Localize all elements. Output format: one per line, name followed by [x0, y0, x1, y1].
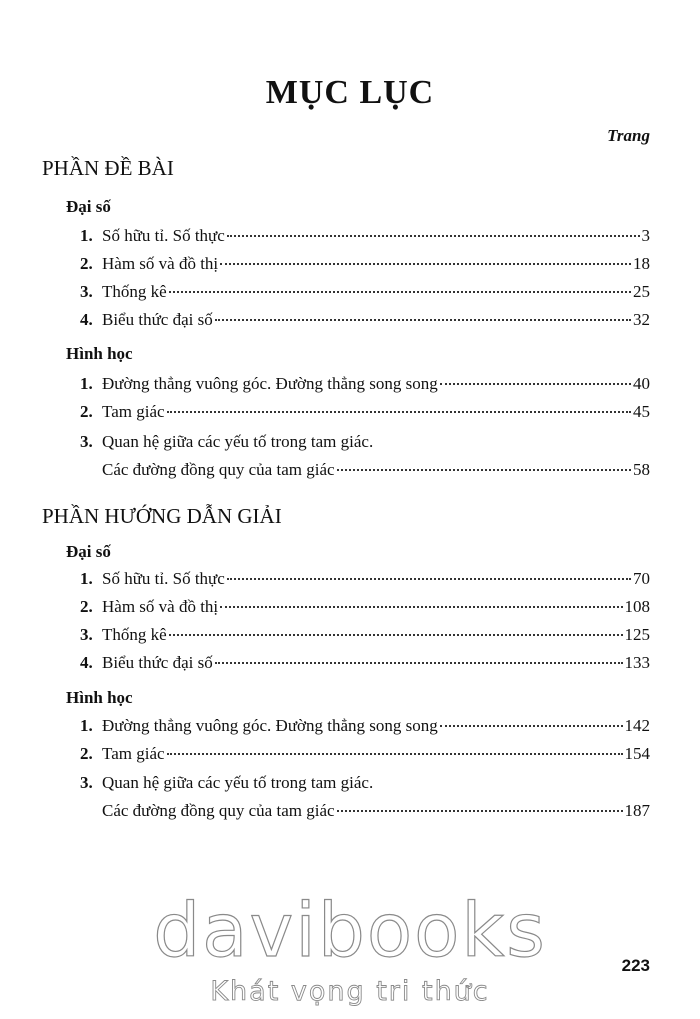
toc-entry-continuation[interactable] [102, 460, 650, 482]
toc-entry[interactable] [80, 653, 650, 675]
entry-title: Quan hệ giữa các yếu tố trong tam giác. [102, 773, 374, 792]
dot-leader [220, 263, 631, 265]
entry-number: 2. [80, 744, 93, 763]
toc-entry[interactable] [80, 226, 650, 248]
entry-page: 108 [624, 597, 650, 616]
toc-entry[interactable] [80, 282, 650, 304]
toc-entry[interactable] [80, 716, 650, 738]
page-number: 223 [621, 956, 650, 975]
group-title: Hình học [66, 344, 133, 363]
dot-leader [215, 319, 631, 321]
entry-title: Hàm số và đồ thị [102, 254, 219, 273]
group-title: Hình học [66, 688, 133, 707]
dot-leader [169, 634, 623, 636]
entry-title: Đường thẳng vuông góc. Đường thẳng song song [102, 716, 438, 735]
entry-page: 125 [624, 625, 650, 644]
entry-title: Số hữu tỉ. Số thực [102, 226, 225, 245]
entry-page: 40 [633, 374, 650, 393]
entry-page: 187 [624, 801, 650, 820]
toc-entry[interactable] [80, 402, 650, 424]
entry-title: Biểu thức đại số [102, 653, 213, 672]
page-column-label: Trang [607, 126, 650, 145]
page-title: MỤC LỤC [265, 74, 435, 111]
dot-leader [337, 810, 623, 812]
entry-number: 4. [80, 653, 93, 672]
entry-page: 25 [633, 282, 650, 301]
entry-title: Các đường đồng quy của tam giác [102, 801, 335, 820]
dot-leader [220, 606, 622, 608]
entry-title: Số hữu tỉ. Số thực [102, 569, 225, 588]
entry-number: 1. [80, 569, 93, 588]
toc-entry[interactable] [80, 310, 650, 332]
entry-page: 58 [633, 460, 650, 479]
part-title: PHẦN HƯỚNG DẪN GIẢI [42, 504, 282, 528]
part-title: PHẦN ĐỀ BÀI [42, 156, 174, 180]
entry-number: 1. [80, 226, 93, 245]
entry-page: 154 [624, 744, 650, 763]
dot-leader [169, 291, 631, 293]
toc-entry[interactable] [80, 374, 650, 396]
entry-number: 3. [80, 432, 93, 451]
entry-number: 3. [80, 282, 93, 301]
toc-entry[interactable] [80, 744, 650, 766]
toc-entry[interactable] [80, 254, 650, 276]
group-title: Đại số [66, 542, 111, 561]
entry-number: 3. [80, 773, 93, 792]
dot-leader [167, 753, 623, 755]
entry-number: 2. [80, 402, 93, 421]
dot-leader [337, 469, 631, 471]
dot-leader [227, 235, 640, 237]
entry-title: Thống kê [102, 625, 167, 644]
entry-page: 32 [633, 310, 650, 329]
entry-page: 18 [633, 254, 650, 273]
toc-entry[interactable] [80, 432, 650, 454]
entry-title: Tam giác [102, 402, 165, 421]
entry-title: Quan hệ giữa các yếu tố trong tam giác. [102, 432, 374, 451]
entry-title: Hàm số và đồ thị [102, 597, 219, 616]
entry-title: Thống kê [102, 282, 167, 301]
toc-entry[interactable] [80, 597, 650, 619]
entry-number: 2. [80, 597, 93, 616]
toc-entry[interactable] [80, 625, 650, 647]
entry-title: Đường thẳng vuông góc. Đường thẳng song song [102, 374, 438, 393]
entry-title: Biểu thức đại số [102, 310, 213, 329]
publisher-slogan: Khát vọng tri thức [210, 976, 490, 1007]
toc-entry[interactable] [80, 569, 650, 591]
dot-leader [215, 662, 623, 664]
entry-page: 45 [633, 402, 650, 421]
entry-number: 1. [80, 716, 93, 735]
entry-number: 2. [80, 254, 93, 273]
toc-entry-continuation[interactable] [102, 801, 650, 823]
entry-page: 133 [624, 653, 650, 672]
entry-page: 3 [641, 226, 650, 245]
entry-page: 70 [633, 569, 650, 588]
dot-leader [440, 725, 623, 727]
entry-title: Các đường đồng quy của tam giác [102, 460, 335, 479]
group-title: Đại số [66, 197, 111, 216]
entry-number: 4. [80, 310, 93, 329]
entry-page: 142 [624, 716, 650, 735]
entry-number: 3. [80, 625, 93, 644]
dot-leader [440, 383, 631, 385]
dot-leader [227, 578, 631, 580]
entry-number: 1. [80, 374, 93, 393]
dot-leader [167, 411, 631, 413]
publisher-watermark: davibooks [153, 888, 547, 974]
entry-title: Tam giác [102, 744, 165, 763]
toc-entry[interactable] [80, 773, 650, 795]
